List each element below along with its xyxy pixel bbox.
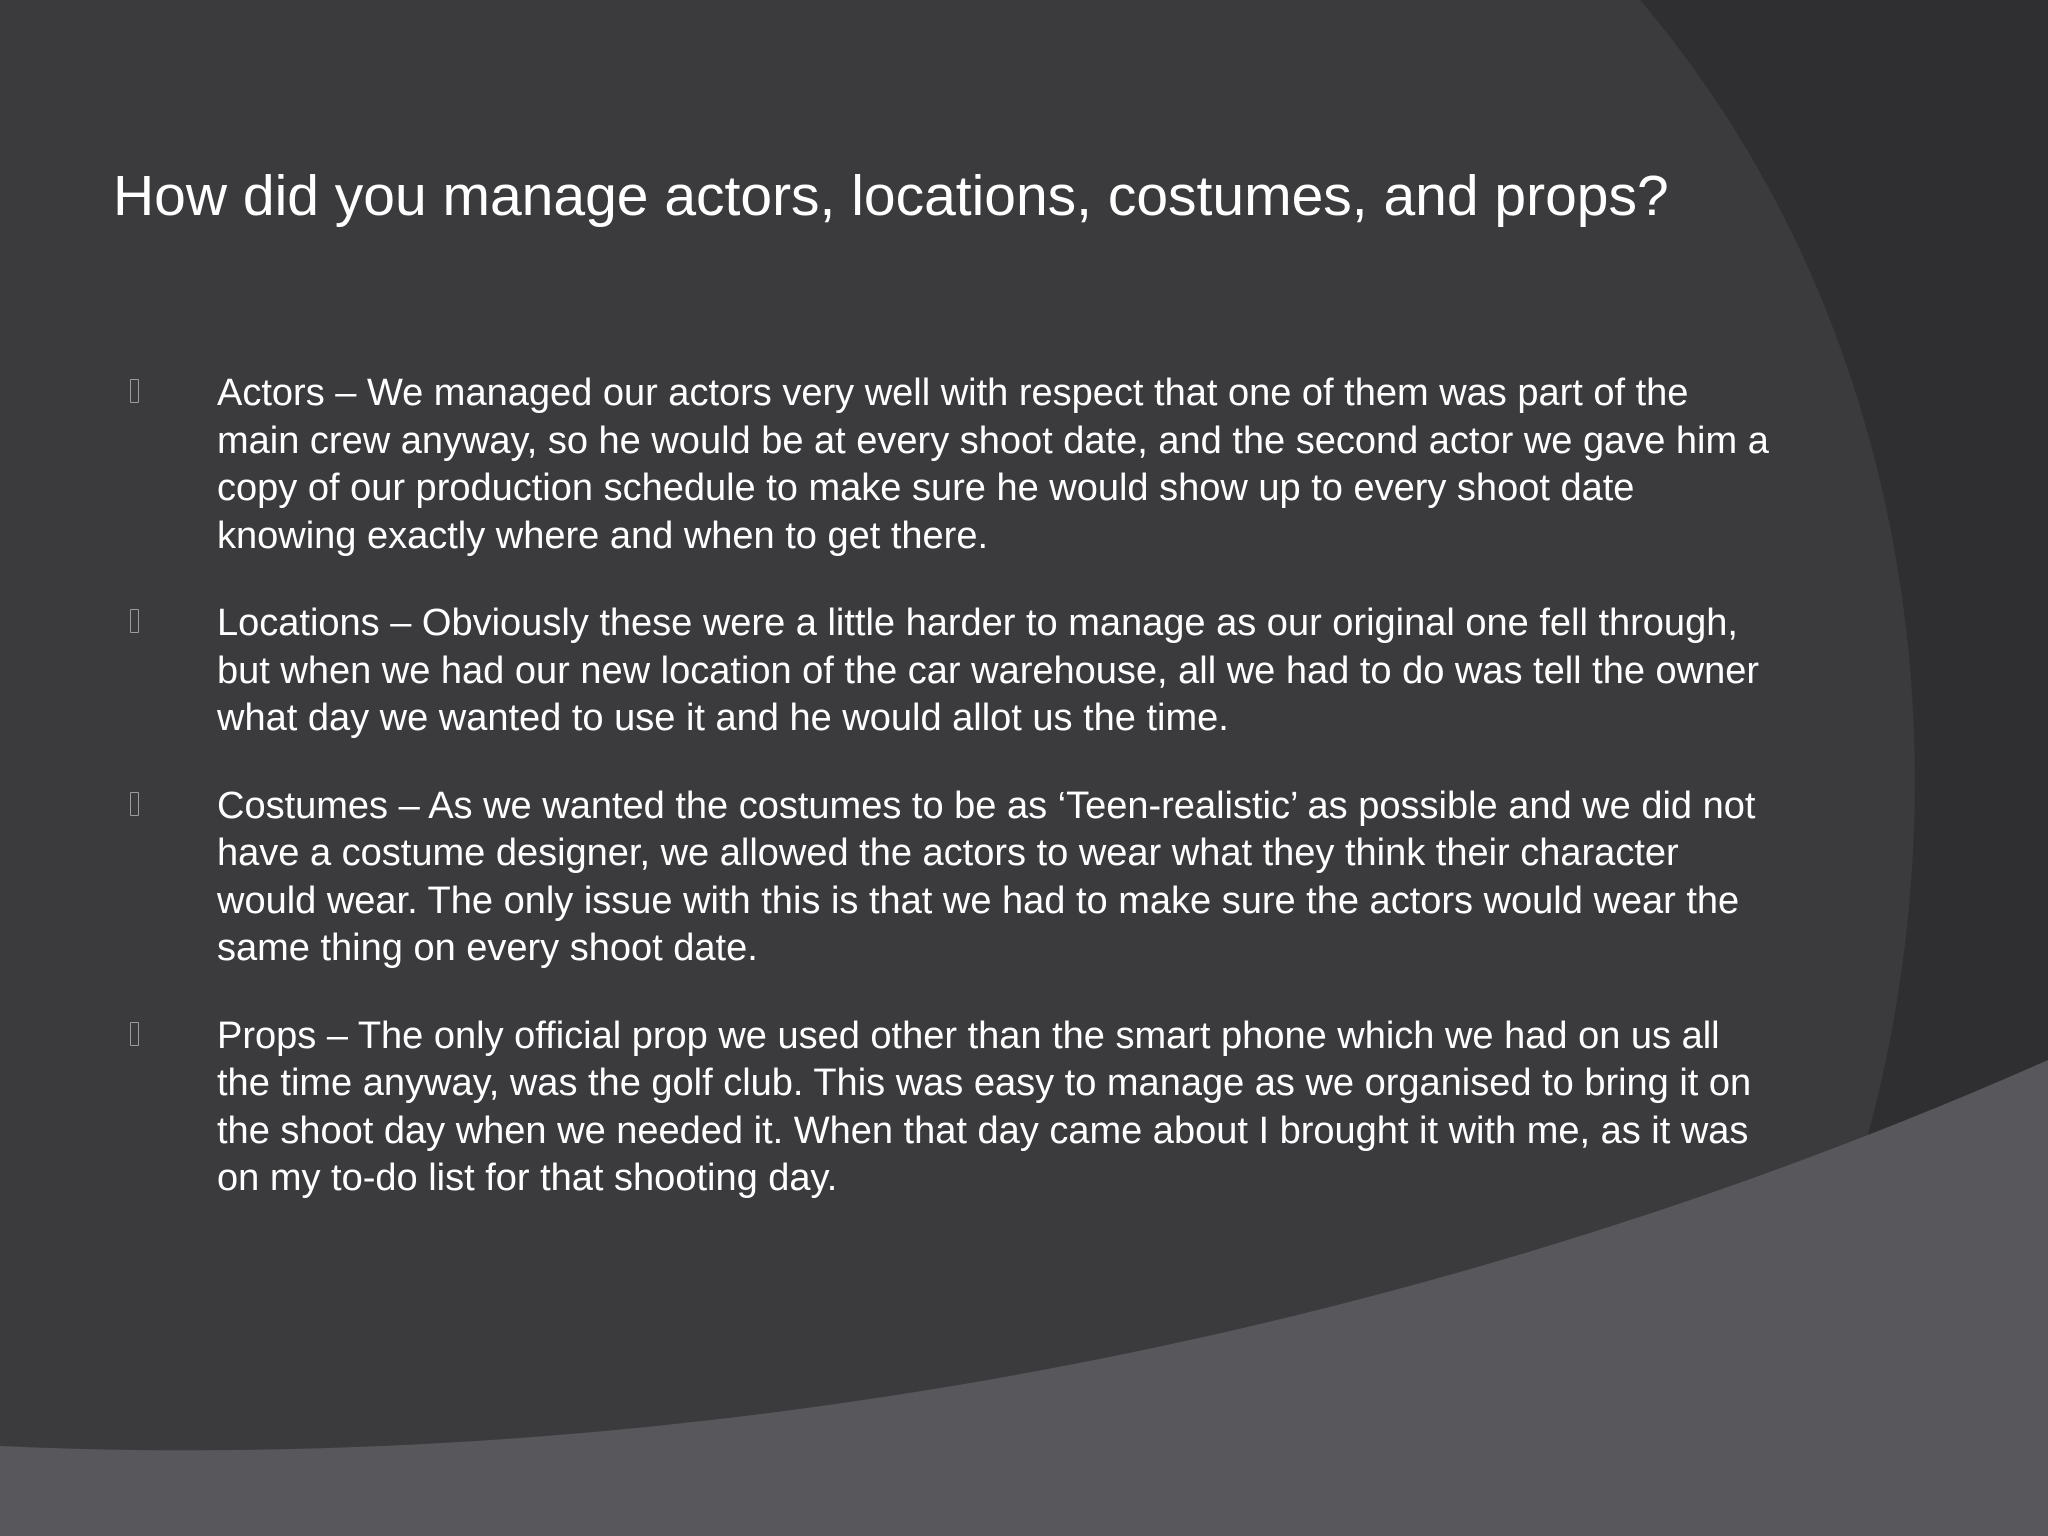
bullet-box-icon	[130, 379, 139, 403]
bullet-text: Costumes – As we wanted the costumes to be as ‘Teen-realistic’ as possible and we did not have a costume designer, we allowed the actors to wear what they think their character would wear. The only issue with this is that we had to make sure the actors would wear the same thing on every shoot date.	[217, 784, 1756, 969]
bullet-item-props	[130, 1013, 1770, 1203]
bullet-box-icon	[130, 792, 139, 816]
bullet-list	[130, 370, 1770, 1243]
slide-title: How did you manage actors, locations, costumes, and props?	[113, 164, 1669, 228]
bullet-text: Props – The only official prop we used other than the smart phone which we had on us all the time anyway, was the golf club. This was easy to manage as we organised to bring it on the shoot day when we needed it. When that day came about I brought it with me, as it was on my to-do list for that shooting day.	[217, 1014, 1752, 1199]
bullet-item-costumes	[130, 783, 1770, 973]
bullet-text: Locations – Obviously these were a little harder to manage as our original one fell through, but when we had our new location of the car warehouse, all we had to do was tell the owner what day we wanted to use it and he would allot us the time.	[217, 602, 1760, 739]
bullet-item-actors	[130, 370, 1770, 560]
bullet-box-icon	[130, 1022, 139, 1046]
bullet-item-locations	[130, 600, 1770, 743]
bullet-text: Actors – We managed our actors very well with respect that one of them was part of the main crew anyway, so he would be at every shoot date, and the second actor we gave him a copy of our production schedule to make sure he would show up to every shoot date knowing exactly where and when to get there.	[217, 372, 1769, 557]
bullet-box-icon	[130, 609, 139, 633]
